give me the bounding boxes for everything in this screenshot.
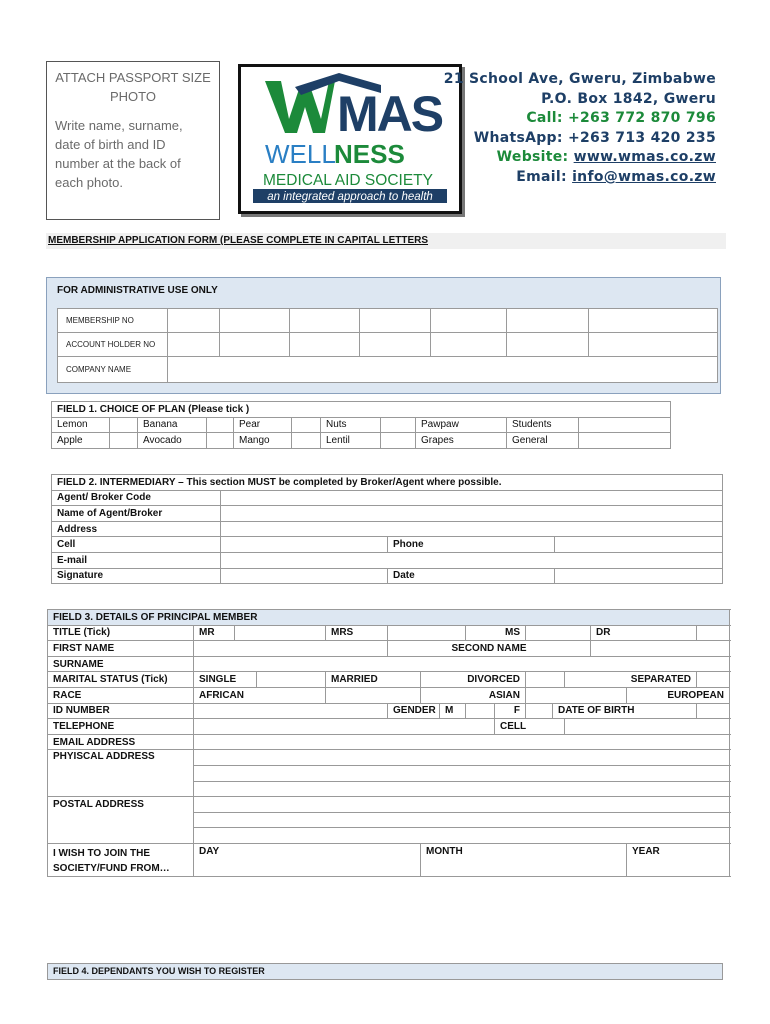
photo-instructions: Write name, surname, date of birth and ID number at the back of each photo.: [55, 118, 183, 190]
membership-no-cell[interactable]: [507, 309, 589, 333]
agent-name-label: Name of Agent/Broker: [52, 506, 221, 522]
agent-address-label: Address: [52, 521, 221, 537]
plan-row: [52, 417, 671, 433]
title-mr-label: MR: [194, 625, 235, 641]
admin-label: FOR ADMINISTRATIVE USE ONLY: [57, 285, 218, 296]
account-holder-no-cell[interactable]: [507, 333, 589, 357]
website-link[interactable]: www.wmas.co.zw: [573, 149, 716, 166]
agent-signature-input[interactable]: [221, 568, 388, 584]
surname-label: SURNAME: [48, 656, 194, 672]
admin-row: [58, 309, 718, 333]
logo-wellness-2: NESS: [334, 139, 405, 169]
agent-email-label: E-mail: [52, 552, 221, 568]
admin-row-label: ACCOUNT HOLDER NO: [58, 333, 168, 357]
agent-code-label: Agent/ Broker Code: [52, 490, 221, 506]
photo-title-line-1: ATTACH PASSPORT SIZE: [55, 70, 211, 85]
plan-tick-box[interactable]: [579, 417, 671, 433]
plan-option-label: Mango: [234, 433, 292, 449]
account-holder-no-cell[interactable]: [431, 333, 507, 357]
agent-cell-input[interactable]: [221, 537, 388, 553]
agent-date-input[interactable]: [555, 568, 723, 584]
contact-po-box: P.O. Box 1842, Gweru: [541, 90, 716, 107]
marital-status-label: MARITAL STATUS (Tick): [48, 672, 194, 688]
plan-option-label: Lentil: [321, 433, 381, 449]
logo-mas-text: MAS: [337, 86, 443, 142]
join-month-field[interactable]: MONTH: [421, 843, 627, 876]
wmas-logo-graphic: [241, 67, 459, 211]
email-address-input[interactable]: [194, 734, 730, 750]
membership-no-cell[interactable]: [290, 309, 360, 333]
agent-phone-label: Phone: [388, 537, 555, 553]
field2-header: FIELD 2. INTERMEDIARY – This section MUST be completed by Broker/Agent where possible.: [52, 475, 723, 491]
admin-row: [58, 357, 718, 383]
title-label: TITLE (Tick): [48, 625, 194, 641]
photo-title-line-2: PHOTO: [110, 89, 156, 104]
plan-tick-box[interactable]: [110, 417, 138, 433]
race-label: RACE: [48, 687, 194, 703]
telephone-label: TELEPHONE: [48, 719, 194, 735]
agent-phone-input[interactable]: [555, 537, 723, 553]
cell-label: CELL: [495, 719, 565, 735]
race-asian-label: ASIAN: [421, 687, 526, 703]
postal-address-line[interactable]: [194, 828, 730, 844]
contact-block: [444, 70, 716, 188]
plan-tick-box[interactable]: [207, 433, 234, 449]
plan-option-label: Pear: [234, 417, 292, 433]
field3-table: [47, 609, 730, 877]
membership-no-cell[interactable]: [589, 309, 718, 333]
first-name-label: FIRST NAME: [48, 641, 194, 657]
account-holder-no-cell[interactable]: [168, 333, 220, 357]
plan-option-label: Pawpaw: [416, 417, 507, 433]
dob-input[interactable]: [697, 703, 730, 719]
second-name-input[interactable]: [591, 641, 730, 657]
email-link[interactable]: info@wmas.co.zw: [572, 168, 716, 185]
agent-name-input[interactable]: [221, 506, 723, 522]
admin-table: [57, 308, 718, 383]
physical-address-label: PHYISCAL ADDRESS: [48, 750, 194, 797]
admin-row-label: MEMBERSHIP NO: [58, 309, 168, 333]
logo-wellness-1: WELL: [265, 139, 336, 169]
plan-option-label: Grapes: [416, 433, 507, 449]
race-asian-tick[interactable]: [526, 687, 627, 703]
join-line-1: I WISH TO JOIN THE: [53, 847, 151, 859]
agent-signature-label: Signature: [52, 568, 221, 584]
plan-row: [52, 433, 671, 449]
contact-whatsapp: WhatsApp: +263 713 420 235: [473, 129, 716, 146]
agent-email-input[interactable]: [221, 552, 723, 568]
marital-separated-tick[interactable]: [697, 672, 730, 688]
gender-m-tick[interactable]: [466, 703, 495, 719]
first-name-input[interactable]: [194, 641, 388, 657]
physical-address-line[interactable]: [194, 750, 730, 766]
account-holder-no-cell[interactable]: [589, 333, 718, 357]
marital-single-tick[interactable]: [257, 672, 326, 688]
plan-tick-box[interactable]: [110, 433, 138, 449]
gender-label: GENDER: [388, 703, 440, 719]
marital-married-label: MARRIED: [326, 672, 421, 688]
agent-code-input[interactable]: [221, 490, 723, 506]
marital-separated-label: SEPARATED: [565, 672, 697, 688]
membership-no-cell[interactable]: [360, 309, 431, 333]
postal-address-line[interactable]: [194, 797, 730, 813]
plan-tick-box[interactable]: [207, 417, 234, 433]
field4-header: FIELD 4. DEPENDANTS YOU WISH TO REGISTER: [48, 964, 723, 980]
field1-table: [51, 401, 671, 449]
photo-box-title: [55, 68, 211, 106]
agent-cell-label: Cell: [52, 537, 221, 553]
second-name-label: SECOND NAME: [388, 641, 591, 657]
account-holder-no-cell[interactable]: [360, 333, 431, 357]
physical-address-line[interactable]: [194, 765, 730, 781]
id-number-label: ID NUMBER: [48, 703, 194, 719]
plan-option-label: Students: [507, 417, 579, 433]
plan-option-label: Lemon: [52, 417, 110, 433]
title-mrs-label: MRS: [326, 625, 388, 641]
membership-no-cell[interactable]: [168, 309, 220, 333]
form-title: MEMBERSHIP APPLICATION FORM (PLEASE COMPLETE IN CAPITAL LETTERS: [46, 233, 726, 249]
logo-tagline: an integrated approach to health: [267, 191, 433, 203]
contact-call: Call: +263 772 870 796: [526, 110, 716, 127]
plan-option-label: General: [507, 433, 579, 449]
title-dr-tick[interactable]: [697, 625, 730, 641]
plan-tick-box[interactable]: [579, 433, 671, 449]
race-african-label: AFRICAN: [194, 687, 326, 703]
contact-address: 21 School Ave, Gweru, Zimbabwe: [443, 71, 716, 87]
id-number-input[interactable]: [194, 703, 388, 719]
plan-tick-box[interactable]: [381, 433, 416, 449]
plan-option-label: Apple: [52, 433, 110, 449]
title-mr-tick[interactable]: [235, 625, 326, 641]
field3-header: FIELD 3. DETAILS OF PRINCIPAL MEMBER: [48, 610, 730, 626]
plan-tick-box[interactable]: [381, 417, 416, 433]
plan-option-label: Banana: [138, 417, 207, 433]
email-label: Email:: [516, 168, 573, 185]
plan-tick-box[interactable]: [292, 417, 321, 433]
email-address-label: EMAIL ADDRESS: [48, 734, 194, 750]
race-african-tick[interactable]: [326, 687, 421, 703]
plan-option-label: Nuts: [321, 417, 381, 433]
account-holder-no-cell[interactable]: [290, 333, 360, 357]
gender-f-tick[interactable]: [526, 703, 553, 719]
passport-photo-box: [46, 61, 220, 220]
join-year-field[interactable]: YEAR: [627, 843, 730, 876]
join-line-2: SOCIETY/FUND FROM…: [53, 862, 170, 874]
wmas-logo: [238, 64, 462, 214]
admin-section: [46, 277, 721, 394]
marital-divorced-tick[interactable]: [526, 672, 565, 688]
field2-table: [51, 474, 723, 584]
field1-header: FIELD 1. CHOICE OF PLAN (Please tick ): [52, 402, 671, 418]
title-ms-tick[interactable]: [526, 625, 591, 641]
account-holder-no-cell[interactable]: [220, 333, 290, 357]
marital-single-label: SINGLE: [194, 672, 257, 688]
join-from-label: [48, 843, 194, 876]
gender-f-label: F: [495, 703, 526, 719]
cell-input[interactable]: [565, 719, 730, 735]
website-label: Website:: [496, 149, 574, 166]
join-day-field[interactable]: DAY: [194, 843, 421, 876]
plan-tick-box[interactable]: [292, 433, 321, 449]
physical-address-line[interactable]: [194, 781, 730, 797]
telephone-input[interactable]: [194, 719, 495, 735]
race-european-label: EUROPEAN: [627, 687, 730, 703]
field4-table: [47, 963, 723, 980]
dob-label: DATE OF BIRTH: [553, 703, 697, 719]
admin-row: [58, 333, 718, 357]
marital-divorced-label: DIVORCED: [421, 672, 526, 688]
postal-address-line[interactable]: [194, 812, 730, 828]
contact-email-row: [444, 168, 716, 188]
plan-option-label: Avocado: [138, 433, 207, 449]
membership-no-cell[interactable]: [431, 309, 507, 333]
title-ms-label: MS: [466, 625, 526, 641]
membership-no-cell[interactable]: [220, 309, 290, 333]
contact-website-row: [444, 148, 716, 168]
logo-society: MEDICAL AID SOCIETY: [263, 172, 433, 189]
surname-input[interactable]: [194, 656, 730, 672]
agent-date-label: Date: [388, 568, 555, 584]
company-name-cell[interactable]: [168, 357, 718, 383]
postal-address-label: POSTAL ADDRESS: [48, 797, 194, 844]
admin-row-label: COMPANY NAME: [58, 357, 168, 383]
title-mrs-tick[interactable]: [388, 625, 466, 641]
title-dr-label: DR: [591, 625, 697, 641]
gender-m-label: M: [440, 703, 466, 719]
agent-address-input[interactable]: [221, 521, 723, 537]
